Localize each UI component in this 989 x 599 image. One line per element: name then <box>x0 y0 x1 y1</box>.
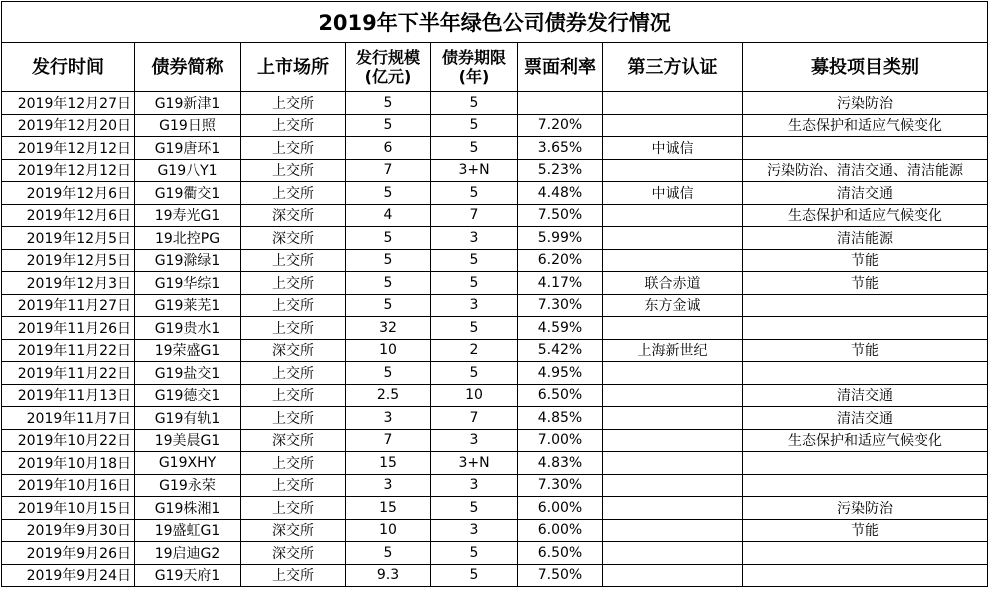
cell-bond-term[interactable]: 5 <box>431 249 518 272</box>
cell-bond-term[interactable]: 3+N <box>431 159 518 182</box>
cell-bond-name[interactable]: G19德交1 <box>135 384 241 407</box>
table-row <box>2 519 988 542</box>
cell-bond-term[interactable]: 7 <box>431 407 518 430</box>
cell-project-category[interactable]: 生态保护和适应气候变化 <box>743 114 988 137</box>
cell-issue-size[interactable]: 32 <box>346 317 431 340</box>
table-row <box>2 362 988 385</box>
cell-issue-date[interactable]: 2019年12月27日 <box>2 92 135 115</box>
header-issue-date <box>2 43 135 92</box>
header-exchange <box>241 43 346 92</box>
header-line1: 发行时间 <box>32 56 104 78</box>
cell-third-party-cert[interactable] <box>603 452 743 475</box>
cell-bond-name[interactable]: G19唐环1 <box>135 137 241 160</box>
cell-project-category[interactable] <box>743 542 988 565</box>
cell-issue-size[interactable]: 15 <box>346 452 431 475</box>
cell-project-category[interactable]: 节能 <box>743 519 988 542</box>
cell-exchange[interactable]: 上交所 <box>241 362 346 385</box>
header-line1: 募投项目类别 <box>811 56 920 78</box>
cell-exchange[interactable]: 上交所 <box>241 474 346 497</box>
cell-coupon-rate[interactable]: 4.95% <box>518 362 603 385</box>
table-row <box>2 159 988 182</box>
cell-issue-date[interactable]: 2019年12月12日 <box>2 137 135 160</box>
header-project-category <box>743 43 988 92</box>
cell-third-party-cert[interactable] <box>603 249 743 272</box>
cell-exchange[interactable]: 上交所 <box>241 272 346 295</box>
cell-bond-term[interactable]: 3 <box>431 474 518 497</box>
cell-issue-size[interactable]: 7 <box>346 159 431 182</box>
cell-project-category[interactable] <box>743 137 988 160</box>
cell-exchange[interactable]: 上交所 <box>241 249 346 272</box>
cell-issue-date[interactable]: 2019年12月5日 <box>2 227 135 250</box>
header-bond-term <box>431 43 518 92</box>
header-coupon-rate <box>518 43 603 92</box>
cell-coupon-rate[interactable]: 7.30% <box>518 474 603 497</box>
header-line1: 发行规模 <box>355 48 420 67</box>
cell-project-category[interactable]: 节能 <box>743 339 988 362</box>
cell-coupon-rate[interactable]: 7.30% <box>518 294 603 317</box>
cell-issue-size[interactable]: 5 <box>346 542 431 565</box>
cell-bond-name[interactable]: 19美晨G1 <box>135 429 241 452</box>
cell-issue-date[interactable]: 2019年11月7日 <box>2 407 135 430</box>
cell-exchange[interactable]: 上交所 <box>241 564 346 587</box>
cell-issue-date[interactable]: 2019年12月12日 <box>2 159 135 182</box>
table-row <box>2 137 988 160</box>
cell-coupon-rate[interactable]: 6.50% <box>518 542 603 565</box>
cell-bond-name[interactable]: G19盐交1 <box>135 362 241 385</box>
cell-bond-name[interactable]: 19北控PG <box>135 227 241 250</box>
cell-third-party-cert[interactable] <box>603 317 743 340</box>
cell-issue-size[interactable]: 5 <box>346 92 431 115</box>
cell-bond-term[interactable]: 5 <box>431 497 518 520</box>
header-line2: (亿元) <box>364 67 412 86</box>
table-row <box>2 542 988 565</box>
cell-issue-date[interactable]: 2019年10月15日 <box>2 497 135 520</box>
header-line2: (年) <box>458 67 490 86</box>
table-row <box>2 272 988 295</box>
cell-issue-size[interactable]: 3 <box>346 407 431 430</box>
header-line1: 第三方认证 <box>627 56 718 78</box>
cell-coupon-rate[interactable]: 5.23% <box>518 159 603 182</box>
table-row <box>2 92 988 115</box>
cell-issue-size[interactable]: 7 <box>346 429 431 452</box>
cell-exchange[interactable]: 上交所 <box>241 384 346 407</box>
cell-issue-size[interactable]: 5 <box>346 182 431 205</box>
cell-bond-name[interactable]: 19启迪G2 <box>135 542 241 565</box>
cell-bond-name[interactable]: 19荣盛G1 <box>135 339 241 362</box>
cell-exchange[interactable]: 深交所 <box>241 339 346 362</box>
cell-issue-size[interactable]: 2.5 <box>346 384 431 407</box>
cell-coupon-rate[interactable]: 3.65% <box>518 137 603 160</box>
header-line1: 上市场所 <box>257 56 329 78</box>
table-row <box>2 384 988 407</box>
cell-third-party-cert[interactable] <box>603 564 743 587</box>
cell-bond-name[interactable]: G19有轨1 <box>135 407 241 430</box>
cell-project-category[interactable] <box>743 564 988 587</box>
table-row <box>2 452 988 475</box>
cell-issue-date[interactable]: 2019年12月20日 <box>2 114 135 137</box>
cell-coupon-rate[interactable]: 6.00% <box>518 519 603 542</box>
cell-project-category[interactable] <box>743 362 988 385</box>
header-third-party-cert <box>603 43 743 92</box>
table-row <box>2 497 988 520</box>
cell-issue-size[interactable]: 3 <box>346 474 431 497</box>
table-row <box>2 227 988 250</box>
cell-issue-date[interactable]: 2019年11月22日 <box>2 362 135 385</box>
cell-coupon-rate[interactable]: 4.17% <box>518 272 603 295</box>
cell-third-party-cert[interactable] <box>603 204 743 227</box>
cell-project-category[interactable]: 污染防治 <box>743 92 988 115</box>
cell-exchange[interactable]: 深交所 <box>241 227 346 250</box>
cell-exchange[interactable]: 上交所 <box>241 159 346 182</box>
header-row <box>2 43 988 92</box>
cell-bond-name[interactable]: G19华综1 <box>135 272 241 295</box>
cell-coupon-rate[interactable] <box>518 92 603 115</box>
cell-exchange[interactable]: 深交所 <box>241 204 346 227</box>
cell-bond-name[interactable]: G19天府1 <box>135 564 241 587</box>
cell-bond-term[interactable]: 3 <box>431 519 518 542</box>
cell-issue-size[interactable]: 15 <box>346 497 431 520</box>
cell-coupon-rate[interactable]: 6.00% <box>518 497 603 520</box>
cell-third-party-cert[interactable] <box>603 362 743 385</box>
cell-issue-size[interactable]: 5 <box>346 249 431 272</box>
cell-coupon-rate[interactable]: 7.50% <box>518 204 603 227</box>
cell-coupon-rate[interactable]: 4.85% <box>518 407 603 430</box>
table-row <box>2 474 988 497</box>
cell-bond-term[interactable]: 5 <box>431 317 518 340</box>
cell-issue-size[interactable]: 5 <box>346 114 431 137</box>
header-line1: 债券期限 <box>441 48 506 67</box>
cell-issue-date[interactable]: 2019年10月16日 <box>2 474 135 497</box>
green-bond-table <box>1 1 988 587</box>
table-body <box>2 92 988 587</box>
cell-third-party-cert[interactable]: 上海新世纪 <box>603 339 743 362</box>
cell-issue-size[interactable]: 10 <box>346 519 431 542</box>
cell-third-party-cert[interactable] <box>603 407 743 430</box>
header-issue-size <box>346 43 431 92</box>
cell-bond-term[interactable]: 5 <box>431 114 518 137</box>
header-line1: 票面利率 <box>524 56 596 78</box>
table-row <box>2 564 988 587</box>
cell-issue-date[interactable]: 2019年12月6日 <box>2 204 135 227</box>
cell-exchange[interactable]: 上交所 <box>241 452 346 475</box>
table-row <box>2 114 988 137</box>
cell-exchange[interactable]: 深交所 <box>241 429 346 452</box>
cell-third-party-cert[interactable]: 联合赤道 <box>603 272 743 295</box>
cell-coupon-rate[interactable]: 7.50% <box>518 564 603 587</box>
cell-exchange[interactable]: 深交所 <box>241 542 346 565</box>
cell-bond-term[interactable]: 5 <box>431 564 518 587</box>
cell-bond-term[interactable]: 5 <box>431 362 518 385</box>
cell-exchange[interactable]: 上交所 <box>241 497 346 520</box>
cell-project-category[interactable]: 节能 <box>743 249 988 272</box>
cell-third-party-cert[interactable] <box>603 474 743 497</box>
cell-third-party-cert[interactable]: 中诚信 <box>603 137 743 160</box>
cell-third-party-cert[interactable] <box>603 92 743 115</box>
cell-bond-term[interactable]: 7 <box>431 204 518 227</box>
cell-exchange[interactable]: 上交所 <box>241 182 346 205</box>
header-bond-name <box>135 43 241 92</box>
cell-issue-date[interactable]: 2019年11月22日 <box>2 339 135 362</box>
cell-project-category[interactable] <box>743 474 988 497</box>
cell-coupon-rate[interactable]: 4.59% <box>518 317 603 340</box>
cell-coupon-rate[interactable]: 7.20% <box>518 114 603 137</box>
table-row <box>2 429 988 452</box>
cell-issue-date[interactable]: 2019年12月3日 <box>2 272 135 295</box>
cell-bond-name[interactable]: G19莱芜1 <box>135 294 241 317</box>
cell-issue-date[interactable]: 2019年11月26日 <box>2 317 135 340</box>
cell-third-party-cert[interactable] <box>603 114 743 137</box>
cell-exchange[interactable]: 上交所 <box>241 114 346 137</box>
cell-project-category[interactable] <box>743 294 988 317</box>
cell-bond-name[interactable]: 19寿光G1 <box>135 204 241 227</box>
cell-issue-size[interactable]: 10 <box>346 339 431 362</box>
cell-issue-date[interactable]: 2019年12月5日 <box>2 249 135 272</box>
cell-third-party-cert[interactable] <box>603 542 743 565</box>
cell-exchange[interactable]: 上交所 <box>241 137 346 160</box>
table-row <box>2 182 988 205</box>
table-row <box>2 204 988 227</box>
cell-issue-date[interactable]: 2019年9月24日 <box>2 564 135 587</box>
cell-third-party-cert[interactable] <box>603 227 743 250</box>
cell-third-party-cert[interactable] <box>603 384 743 407</box>
cell-issue-date[interactable]: 2019年9月26日 <box>2 542 135 565</box>
cell-bond-name[interactable]: G19XHY <box>135 452 241 475</box>
cell-coupon-rate[interactable]: 7.00% <box>518 429 603 452</box>
cell-bond-term[interactable]: 5 <box>431 92 518 115</box>
cell-project-category[interactable]: 生态保护和适应气候变化 <box>743 429 988 452</box>
cell-bond-term[interactable]: 5 <box>431 542 518 565</box>
cell-bond-name[interactable]: G19八Y1 <box>135 159 241 182</box>
table-row <box>2 339 988 362</box>
cell-bond-term[interactable]: 5 <box>431 272 518 295</box>
cell-issue-size[interactable]: 4 <box>346 204 431 227</box>
cell-coupon-rate[interactable]: 4.48% <box>518 182 603 205</box>
cell-project-category[interactable] <box>743 317 988 340</box>
cell-bond-term[interactable]: 5 <box>431 137 518 160</box>
cell-third-party-cert[interactable] <box>603 519 743 542</box>
cell-bond-name[interactable]: G19衢交1 <box>135 182 241 205</box>
cell-issue-date[interactable]: 2019年10月18日 <box>2 452 135 475</box>
cell-project-category[interactable]: 清洁能源 <box>743 227 988 250</box>
header-line1: 债券简称 <box>151 56 224 78</box>
cell-bond-name[interactable]: G19日照 <box>135 114 241 137</box>
cell-third-party-cert[interactable] <box>603 159 743 182</box>
cell-issue-size[interactable]: 9.3 <box>346 564 431 587</box>
cell-project-category[interactable]: 生态保护和适应气候变化 <box>743 204 988 227</box>
cell-third-party-cert[interactable]: 东方金诚 <box>603 294 743 317</box>
cell-project-category[interactable]: 清洁交通 <box>743 182 988 205</box>
cell-coupon-rate[interactable]: 6.20% <box>518 249 603 272</box>
cell-issue-size[interactable]: 5 <box>346 227 431 250</box>
cell-issue-size[interactable]: 5 <box>346 294 431 317</box>
cell-issue-size[interactable]: 5 <box>346 362 431 385</box>
table-row <box>2 317 988 340</box>
cell-project-category[interactable]: 清洁交通 <box>743 384 988 407</box>
cell-bond-term[interactable]: 3 <box>431 294 518 317</box>
table-title: 2019年下半年绿色公司债券发行情况 <box>2 2 988 43</box>
cell-issue-size[interactable]: 5 <box>346 272 431 295</box>
cell-third-party-cert[interactable] <box>603 497 743 520</box>
cell-bond-term[interactable]: 3+N <box>431 452 518 475</box>
cell-exchange[interactable]: 上交所 <box>241 407 346 430</box>
cell-exchange[interactable]: 上交所 <box>241 92 346 115</box>
cell-issue-date[interactable]: 2019年11月13日 <box>2 384 135 407</box>
cell-project-category[interactable]: 节能 <box>743 272 988 295</box>
cell-issue-date[interactable]: 2019年10月22日 <box>2 429 135 452</box>
cell-bond-name[interactable]: G19永荣 <box>135 474 241 497</box>
cell-issue-date[interactable]: 2019年11月27日 <box>2 294 135 317</box>
cell-issue-date[interactable]: 2019年12月6日 <box>2 182 135 205</box>
cell-bond-term[interactable]: 5 <box>431 182 518 205</box>
table-row <box>2 407 988 430</box>
cell-coupon-rate[interactable]: 6.50% <box>518 384 603 407</box>
cell-project-category[interactable]: 污染防治 <box>743 497 988 520</box>
cell-coupon-rate[interactable]: 4.83% <box>518 452 603 475</box>
cell-bond-term[interactable]: 10 <box>431 384 518 407</box>
cell-coupon-rate[interactable]: 5.42% <box>518 339 603 362</box>
cell-exchange[interactable]: 上交所 <box>241 294 346 317</box>
cell-issue-date[interactable]: 2019年9月30日 <box>2 519 135 542</box>
cell-bond-term[interactable]: 3 <box>431 227 518 250</box>
cell-project-category[interactable]: 清洁交通 <box>743 407 988 430</box>
cell-bond-term[interactable]: 3 <box>431 429 518 452</box>
cell-bond-name[interactable]: G19新津1 <box>135 92 241 115</box>
cell-coupon-rate[interactable]: 5.99% <box>518 227 603 250</box>
cell-bond-name[interactable]: 19盛虹G1 <box>135 519 241 542</box>
cell-third-party-cert[interactable]: 中诚信 <box>603 182 743 205</box>
cell-bond-term[interactable]: 2 <box>431 339 518 362</box>
cell-bond-name[interactable]: G19贵水1 <box>135 317 241 340</box>
table-row <box>2 294 988 317</box>
cell-third-party-cert[interactable] <box>603 429 743 452</box>
cell-project-category[interactable]: 污染防治、清洁交通、清洁能源 <box>743 159 988 182</box>
table-row <box>2 249 988 272</box>
cell-issue-size[interactable]: 6 <box>346 137 431 160</box>
cell-exchange[interactable]: 上交所 <box>241 317 346 340</box>
cell-project-category[interactable] <box>743 452 988 475</box>
cell-bond-name[interactable]: G19滁绿1 <box>135 249 241 272</box>
cell-bond-name[interactable]: G19株湘1 <box>135 497 241 520</box>
cell-exchange[interactable]: 深交所 <box>241 519 346 542</box>
